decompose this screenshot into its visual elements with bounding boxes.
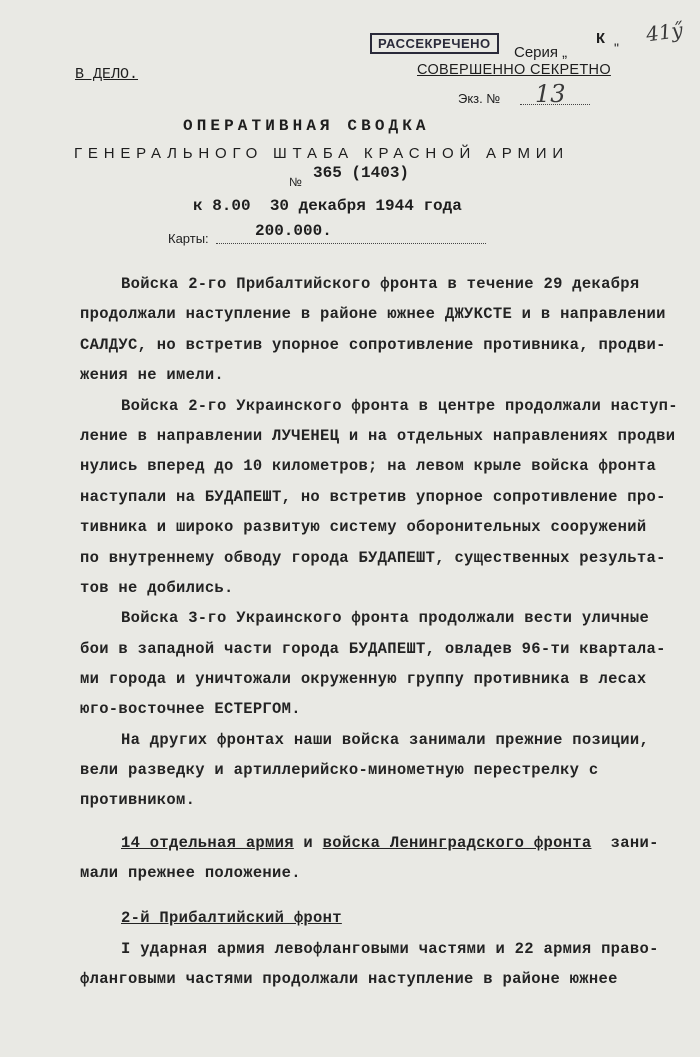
- section-front-name: войска Ленинградского фронта: [322, 834, 592, 852]
- body-line: На других фронтах наши войска занимали прежние позиции,: [121, 731, 650, 749]
- declassified-stamp: РАССЕКРЕЧЕНО: [370, 33, 499, 54]
- section-line: фланговыми частями продолжали наступление в районе южнее: [80, 970, 618, 988]
- body-line: продолжали наступление в районе южнее ДЖУКСТЕ и в направлении: [80, 305, 666, 323]
- to-file-note: В ДЕЛО.: [75, 66, 139, 83]
- body-line: ми города и уничтожали окруженную группу противника в лесах: [80, 670, 647, 688]
- body-line: нулись вперед до 10 километров; на левом крыле войска фронта: [80, 457, 657, 475]
- handwritten-corner-note: 41ӳ: [644, 17, 685, 47]
- series-value: К: [596, 31, 606, 48]
- body-line: ление в направлении ЛУЧЕНЕЦ и на отдельных направлениях продви: [80, 427, 676, 445]
- body-line: юго-восточнее ЕСТЕРГОМ.: [80, 700, 301, 718]
- body-line: тов не добились.: [80, 579, 234, 597]
- section-line: I ударная армия левофланговыми частями и 22 армия право-: [121, 940, 659, 958]
- body-line: САЛДУС, но встретив упорное сопротивление противника, продви-: [80, 336, 666, 354]
- maps-label: Карты:: [168, 231, 209, 246]
- section-conjunction: и: [293, 834, 323, 852]
- section-line-end: зани-: [591, 834, 659, 852]
- body-line: тивника и широко развитую систему оборонительных сооружений: [80, 518, 647, 536]
- series-label: Серия „: [514, 44, 568, 61]
- body-line: Войска 2-го Прибалтийского фронта в течение 29 декабря: [121, 275, 640, 293]
- document-title: ОПЕРАТИВНАЯ СВОДКА: [183, 117, 430, 135]
- section-army-name: 14 отдельная армия: [121, 834, 294, 852]
- section-line: [121, 834, 659, 852]
- maps-line: [216, 243, 486, 244]
- body-line: вели разведку и артиллерийско-минометную перестрелку с: [80, 761, 599, 779]
- secret-classification: СОВЕРШЕННО СЕКРЕТНО: [417, 62, 611, 78]
- maps-scale: 200.000.: [255, 222, 332, 240]
- body-line: бои в западной части города БУДАПЕШТ, овладев 96-ти квартала-: [80, 640, 666, 658]
- copy-label: Экз. №: [458, 91, 501, 106]
- body-line: Войска 3-го Украинского фронта продолжали вести уличные: [121, 609, 650, 627]
- section-heading: 2-й Прибалтийский фронт: [121, 909, 342, 927]
- report-number: 365 (1403): [313, 164, 410, 182]
- body-line: жения не имели.: [80, 366, 225, 384]
- copy-number: 13: [535, 80, 566, 108]
- section-line: мали прежнее положение.: [80, 864, 301, 882]
- report-number-label: №: [289, 175, 302, 189]
- body-line: по внутреннему обводу города БУДАПЕШТ, существенных результа-: [80, 549, 666, 567]
- series-close: ": [614, 40, 619, 56]
- report-date: к 8.00 30 декабря 1944 года: [193, 197, 462, 215]
- body-line: противником.: [80, 791, 196, 809]
- body-line: Войска 2-го Украинского фронта в центре продолжали наступ-: [121, 397, 678, 415]
- body-line: наступали на БУДАПЕШТ, но встретив упорное сопротивление про-: [80, 488, 666, 506]
- document-subtitle: ГЕНЕРАЛЬНОГО ШТАБА КРАСНОЙ АРМИИ: [74, 145, 569, 162]
